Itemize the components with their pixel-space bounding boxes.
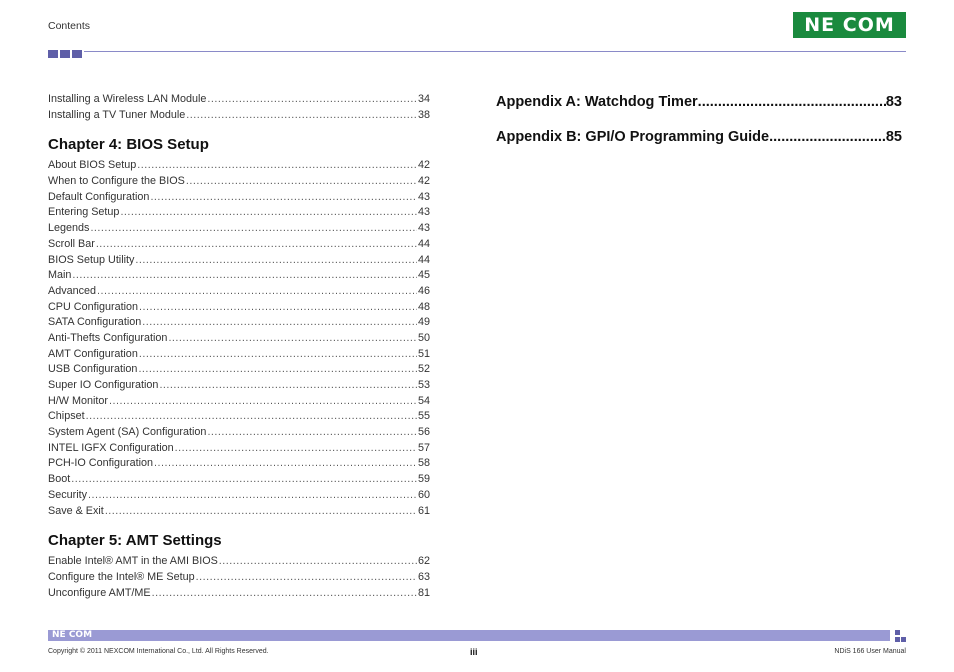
toc-entry-title: Main (48, 269, 72, 282)
toc-entry-page: 50 (417, 331, 430, 344)
footer-logo: NE COM (52, 630, 93, 640)
toc-entry-title: BIOS Setup Utility (48, 253, 135, 266)
toc-entry[interactable] (48, 268, 430, 284)
toc-entry-page: 56 (417, 426, 430, 439)
toc-left-column (48, 92, 430, 601)
toc-leader-dots (97, 284, 417, 300)
toc-entry[interactable] (48, 378, 430, 394)
toc-leader-dots (137, 158, 417, 174)
appendix-title: Appendix B: GPI/O Programming Guide (496, 129, 770, 145)
toc-entry[interactable] (48, 472, 430, 488)
toc-entry-title: Enable Intel® AMT in the AMI BIOS (48, 555, 218, 568)
toc-entry-title: Installing a Wireless LAN Module (48, 93, 207, 105)
toc-entry-title: Boot (48, 473, 71, 486)
toc-entry[interactable] (48, 205, 430, 221)
toc-entry[interactable] (48, 456, 430, 472)
chapter-heading[interactable]: Chapter 5: AMT Settings (48, 532, 222, 550)
appendix-title: Appendix A: Watchdog Timer (496, 94, 698, 110)
toc-entry-title: Unconfigure AMT/ME (48, 586, 151, 599)
toc-entry-page: 45 (417, 269, 430, 282)
toc-entry[interactable] (48, 425, 430, 441)
toc-entry-title: INTEL IGFX Configuration (48, 441, 174, 454)
toc-entry[interactable] (48, 253, 430, 269)
toc-leader-dots (168, 331, 417, 347)
toc-leader-dots (105, 504, 417, 520)
header-squares-decoration (48, 50, 82, 58)
toc-entry-page: 43 (417, 190, 430, 203)
toc-leader-dots (186, 174, 417, 190)
toc-entry[interactable] (48, 108, 430, 124)
toc-entry-page: 57 (417, 441, 430, 454)
toc-entry-page: 54 (417, 394, 430, 407)
toc-entry-page: 43 (417, 206, 430, 219)
toc-entry-title: PCH-IO Configuration (48, 457, 154, 470)
toc-entry[interactable] (48, 570, 430, 586)
header-rule (84, 51, 906, 52)
toc-leader-dots (186, 108, 417, 124)
appendix-entry[interactable] (496, 92, 902, 112)
toc-entry-page: 55 (417, 410, 430, 423)
toc-entry-title: Installing a TV Tuner Module (48, 108, 186, 121)
toc-entry[interactable] (48, 554, 430, 570)
toc-entry-title: Default Configuration (48, 190, 150, 203)
toc-entry[interactable] (48, 347, 430, 363)
toc-entry-title: H/W Monitor (48, 394, 108, 407)
toc-entry-title: CPU Configuration (48, 300, 139, 313)
footer-square-decoration (895, 637, 900, 642)
header-section-label: Contents (48, 20, 91, 32)
chapter-heading[interactable]: Chapter 4: BIOS Setup (48, 136, 209, 154)
toc-entry-page: 61 (417, 504, 430, 517)
appendix-leader-dots (698, 92, 886, 112)
toc-entry[interactable] (48, 92, 430, 108)
toc-entry[interactable] (48, 284, 430, 300)
page-number: iii (470, 647, 478, 657)
toc-entry-page: 53 (417, 379, 430, 391)
toc-leader-dots (120, 205, 417, 221)
toc-entry-title: USB Configuration (48, 363, 138, 376)
toc-entry[interactable] (48, 190, 430, 206)
toc-leader-dots (90, 221, 417, 237)
toc-leader-dots (71, 472, 417, 488)
toc-entry-page: 51 (417, 347, 430, 360)
toc-entry-title: Save & Exit (48, 504, 104, 517)
toc-entry[interactable] (48, 331, 430, 347)
toc-entry[interactable] (48, 504, 430, 520)
toc-leader-dots (72, 268, 417, 284)
toc-entry-page: 46 (417, 284, 430, 297)
toc-entry[interactable] (48, 300, 430, 316)
toc-leader-dots (96, 237, 417, 253)
toc-entry[interactable] (48, 158, 430, 174)
toc-entry-page: 62 (417, 555, 430, 568)
toc-entry-page: 44 (417, 237, 430, 250)
toc-entry-page: 48 (417, 300, 430, 313)
toc-entry-title: Advanced (48, 284, 97, 297)
toc-entry-page: 44 (417, 253, 430, 266)
toc-entry[interactable] (48, 362, 430, 378)
toc-entry-title: When to Configure the BIOS (48, 175, 185, 188)
toc-entry-page: 59 (417, 473, 430, 486)
copyright-text: Copyright © 2011 NEXCOM International Co., Ltd. All Rights Reserved. (48, 648, 269, 655)
toc-entry[interactable] (48, 586, 430, 602)
toc-entry-title: Scroll Bar (48, 237, 95, 250)
toc-entry-page: 42 (417, 159, 430, 172)
toc-entry-page: 38 (417, 108, 430, 121)
footer-square-decoration (895, 630, 900, 635)
toc-leader-dots (207, 92, 417, 108)
toc-entry-page: 58 (417, 457, 430, 470)
toc-entry-page: 63 (417, 570, 430, 583)
toc-entry-title: Anti-Thefts Configuration (48, 331, 168, 344)
toc-leader-dots (86, 409, 417, 425)
nexcom-logo (793, 12, 906, 38)
toc-entry-title: SATA Configuration (48, 316, 142, 329)
appendix-entry[interactable] (496, 127, 902, 147)
toc-leader-dots (109, 394, 417, 410)
toc-entry-title: Chipset (48, 410, 85, 423)
toc-leader-dots (139, 300, 417, 316)
toc-leader-dots (142, 315, 417, 331)
toc-leader-dots (154, 456, 417, 472)
manual-title: NDiS 166 User Manual (834, 648, 906, 655)
footer-square-decoration (901, 637, 906, 642)
toc-leader-dots (135, 253, 417, 269)
toc-leader-dots (159, 378, 417, 394)
toc-entry[interactable] (48, 394, 430, 410)
toc-entry-title: Security (48, 488, 88, 501)
toc-leader-dots (138, 362, 417, 378)
toc-leader-dots (88, 488, 417, 504)
toc-entry[interactable] (48, 409, 430, 425)
toc-entry[interactable] (48, 315, 430, 331)
toc-entry[interactable] (48, 174, 430, 190)
toc-leader-dots (139, 347, 417, 363)
appendix-leader-dots (769, 127, 886, 147)
toc-leader-dots (196, 570, 417, 586)
toc-leader-dots (150, 190, 417, 206)
toc-entry-page: 42 (417, 175, 430, 188)
toc-entry[interactable] (48, 237, 430, 253)
toc-entry-page: 52 (417, 363, 430, 376)
toc-entry-title: Configure the Intel® ME Setup (48, 570, 195, 583)
toc-entry-title: System Agent (SA) Configuration (48, 426, 207, 439)
toc-leader-dots (152, 586, 417, 602)
toc-entry-page: 81 (417, 586, 430, 599)
toc-entry-page: 34 (417, 93, 430, 105)
toc-entry-page: 43 (417, 222, 430, 235)
toc-entry[interactable] (48, 441, 430, 457)
toc-entry[interactable] (48, 221, 430, 237)
toc-entry-page: 60 (417, 488, 430, 501)
appendix-page: 83 (885, 94, 902, 110)
toc-entry-title: Entering Setup (48, 206, 120, 219)
toc-right-column (496, 92, 902, 162)
footer-bar (48, 630, 890, 641)
toc-entry-page: 49 (417, 316, 430, 329)
toc-entry-title: Super IO Configuration (48, 379, 159, 391)
toc-entry-title: AMT Configuration (48, 347, 138, 360)
toc-entry-title: Legends (48, 222, 90, 235)
appendix-page: 85 (885, 129, 902, 145)
logo-text: NE COM (804, 14, 895, 36)
toc-leader-dots (207, 425, 417, 441)
toc-entry-title: About BIOS Setup (48, 159, 137, 172)
toc-leader-dots (175, 441, 417, 457)
toc-entry[interactable] (48, 488, 430, 504)
toc-leader-dots (219, 554, 417, 570)
